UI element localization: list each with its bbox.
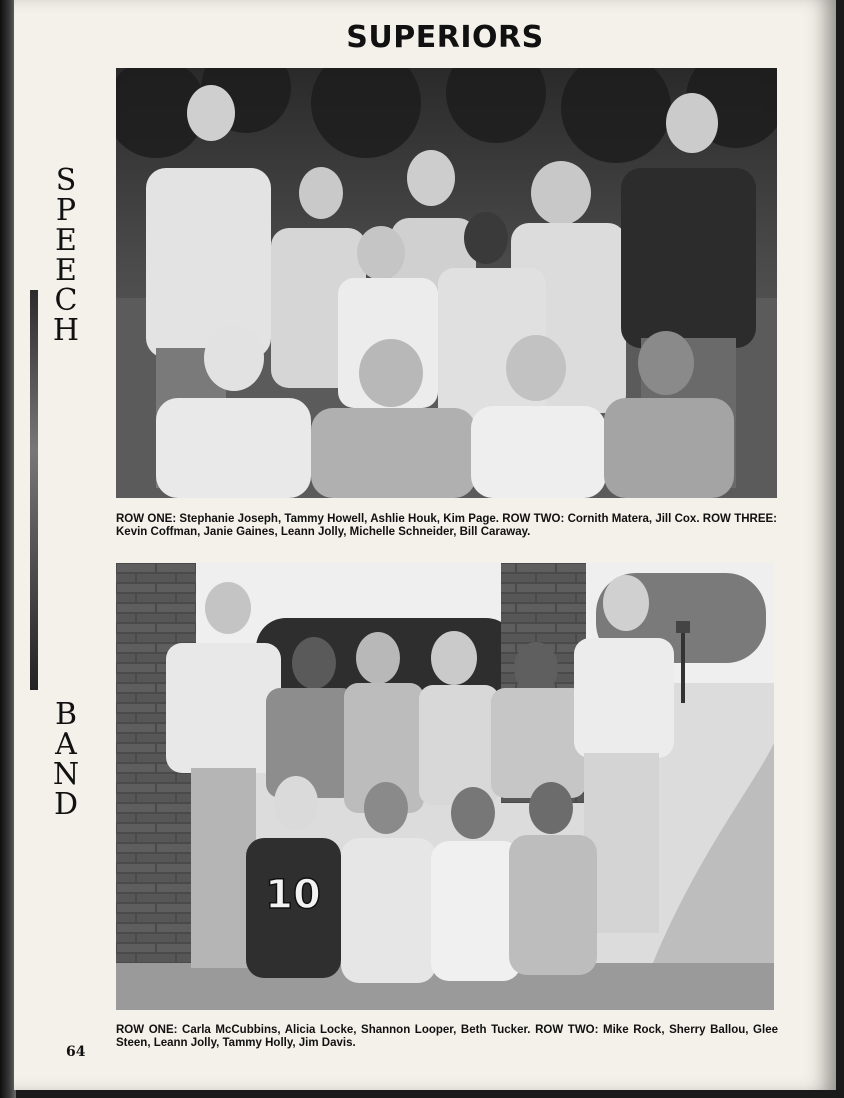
speech-letter: C	[54, 283, 78, 318]
band-letter: B	[54, 697, 78, 732]
page-edge-strip	[30, 290, 38, 690]
jersey-number: 10	[265, 872, 321, 918]
speech-letter: E	[55, 253, 77, 288]
speech-letter: S	[55, 163, 77, 198]
page-number: 64	[66, 1044, 86, 1060]
speech-letter: E	[55, 223, 77, 258]
speech-caption: ROW ONE: Stephanie Joseph, Tammy Howell, Ashlie Houk, Kim Page. ROW TWO: Cornith Matera, Jill Cox. ROW THREE: Kevin Coffman, Janie Gaines, Leann Jolly, Michelle Schneider, Bill Caraway.	[116, 513, 777, 538]
band-vertical-label	[46, 697, 86, 822]
band-caption: ROW ONE: Carla McCubbins, Alicia Locke, Shannon Looper, Beth Tucker. ROW TWO: Mike Rock, Sherry Ballou, Glee Steen, Leann Jolly, Tammy Holly, Jim Davis.	[116, 1024, 778, 1049]
page-title: SUPERIORS	[346, 20, 544, 55]
band-photo-illustration	[116, 563, 774, 1010]
speech-letter: H	[52, 313, 80, 348]
speech-letter: P	[55, 193, 77, 228]
speech-photo-illustration	[116, 68, 777, 498]
band-group-photo	[116, 563, 774, 1010]
band-letter: N	[52, 757, 80, 792]
band-letter: D	[53, 787, 79, 822]
speech-vertical-label	[46, 163, 86, 348]
band-letter: A	[55, 727, 77, 762]
speech-group-photo	[116, 68, 777, 498]
